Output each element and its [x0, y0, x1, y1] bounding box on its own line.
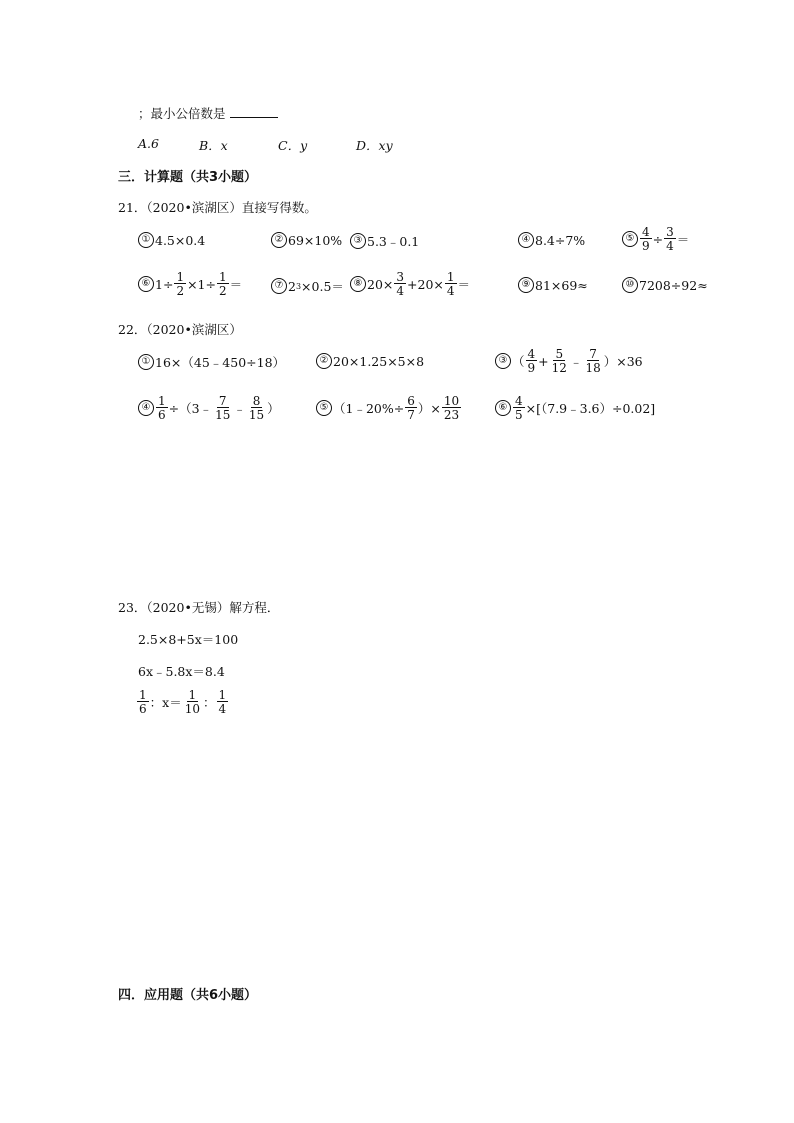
q22-expr-5: ⑤ （1﹣20%÷ $\frac{6}{7}$ ）× $\frac{10}{23}$	[316, 395, 462, 421]
marker-3: ③	[350, 233, 366, 249]
q21-item-2-text: 69×10%	[288, 232, 343, 248]
marker-5: ⑤	[316, 400, 332, 416]
q23-equation-1: 2.5×8+5x＝100	[138, 632, 239, 647]
fraction: $\frac{4}{9}$	[527, 347, 536, 375]
fraction: $\frac{5}{12}$	[551, 347, 567, 375]
fraction: $\frac{1}{2}$	[176, 270, 185, 298]
q21-item-1-text: 4.5×0.4	[155, 232, 206, 248]
marker-3: ③	[495, 353, 511, 369]
q22-expr-2: ② 20×1.25×5×8	[316, 353, 424, 369]
marker-1: ①	[138, 232, 154, 248]
marker-7: ⑦	[271, 278, 287, 294]
q21-item-2	[271, 232, 342, 248]
fraction: $\frac{7}{15}$	[215, 394, 231, 422]
marker-10: ⑩	[622, 277, 638, 293]
fraction: $\frac{1}{6}$	[158, 394, 166, 422]
q22-expr-6: ⑥ $\frac{4}{5}$ ×[（7.9﹣3.6）÷0.02]	[495, 395, 655, 421]
marker-4: ④	[138, 400, 154, 416]
option-c: C．y	[278, 138, 308, 153]
q23-equation-2: 6x﹣5.8x＝8.4	[138, 664, 225, 679]
q21-item-5: ⑤ $\frac{4}{9}$ ÷ $\frac{3}{4}$ ＝	[622, 226, 689, 252]
option-a: A.6	[138, 136, 159, 151]
fraction: $\frac{7}{18}$	[585, 347, 601, 375]
q22-expr-3: ③ （ $\frac{4}{9}$ + $\frac{5}{12}$ ﹣ $\frac{7}{18}$ ）×36	[495, 348, 643, 374]
q21-item-3-text: 5.3﹣0.1	[367, 234, 420, 249]
fraction: $\frac{1}{4}$	[218, 688, 227, 716]
q21-item-10: ⑩ 7208÷92≈	[622, 277, 708, 293]
fraction: $\frac{1}{2}$	[218, 270, 227, 298]
fraction: $\frac{1}{6}$	[139, 688, 147, 716]
marker-6: ⑥	[495, 400, 511, 416]
q23-header: 23．（2020•无锡）解方程．	[118, 600, 280, 615]
q21-item-1	[138, 232, 205, 248]
q21-item-8: ⑧ 20× $\frac{3}{4}$ +20× $\frac{1}{4}$ ＝	[350, 271, 470, 297]
marker-6: ⑥	[138, 276, 154, 292]
q23-equation-3: $\frac{1}{6}$ ：x＝ $\frac{1}{10}$ ： $\frac{1}{4}$	[139, 688, 227, 716]
q22-expr-1: ① 16×（45﹣450÷18）	[138, 353, 285, 371]
marker-2: ②	[316, 353, 332, 369]
marker-1: ①	[138, 354, 154, 370]
fraction: $\frac{3}{4}$	[666, 225, 674, 253]
fraction: $\frac{4}{9}$	[642, 225, 650, 253]
fraction: $\frac{1}{4}$	[446, 270, 455, 298]
fraction: $\frac{8}{15}$	[248, 394, 265, 422]
answer-blank	[230, 105, 278, 118]
marker-8: ⑧	[350, 276, 366, 292]
section-3-title: 三．计算题（共3小题）	[118, 170, 258, 185]
q21-item-3	[350, 232, 419, 250]
fraction: $\frac{1}{10}$	[184, 688, 200, 716]
marker-5: ⑤	[622, 231, 638, 247]
fraction: $\frac{3}{4}$	[396, 270, 405, 298]
fraction: $\frac{10}{23}$	[443, 394, 460, 422]
q21-header: 21．（2020•滨湖区）直接写得数。	[118, 200, 317, 215]
marker-4: ④	[518, 232, 534, 248]
q21-item-6: ⑥ 1÷ $\frac{1}{2}$ ×1÷ $\frac{1}{2}$ ＝	[138, 271, 242, 297]
option-b: B．x	[199, 138, 228, 153]
option-d: D．xy	[356, 138, 393, 153]
q21-item-7: ⑦ 2 3 ×0.5＝	[271, 277, 344, 295]
marker-2: ②	[271, 232, 287, 248]
marker-9: ⑨	[518, 277, 534, 293]
fraction: $\frac{4}{5}$	[515, 394, 523, 422]
q21-item-9: ⑨ 81×69≈	[518, 277, 588, 293]
lcm-line	[138, 104, 278, 122]
q21-item-4-text: 8.4÷7%	[535, 232, 586, 248]
q22-expr-4: ④ $\frac{1}{6}$ ÷（3﹣ $\frac{7}{15}$ ﹣ $\frac{8}{15}$ ）	[138, 395, 280, 421]
section-4-title: 四．应用题（共6小题）	[118, 988, 258, 1003]
lcm-text: ；最小公倍数是	[138, 106, 226, 121]
fraction: $\frac{6}{7}$	[407, 394, 415, 422]
q21-item-4	[518, 232, 585, 248]
q22-header: 22．（2020•滨湖区）	[118, 322, 242, 337]
